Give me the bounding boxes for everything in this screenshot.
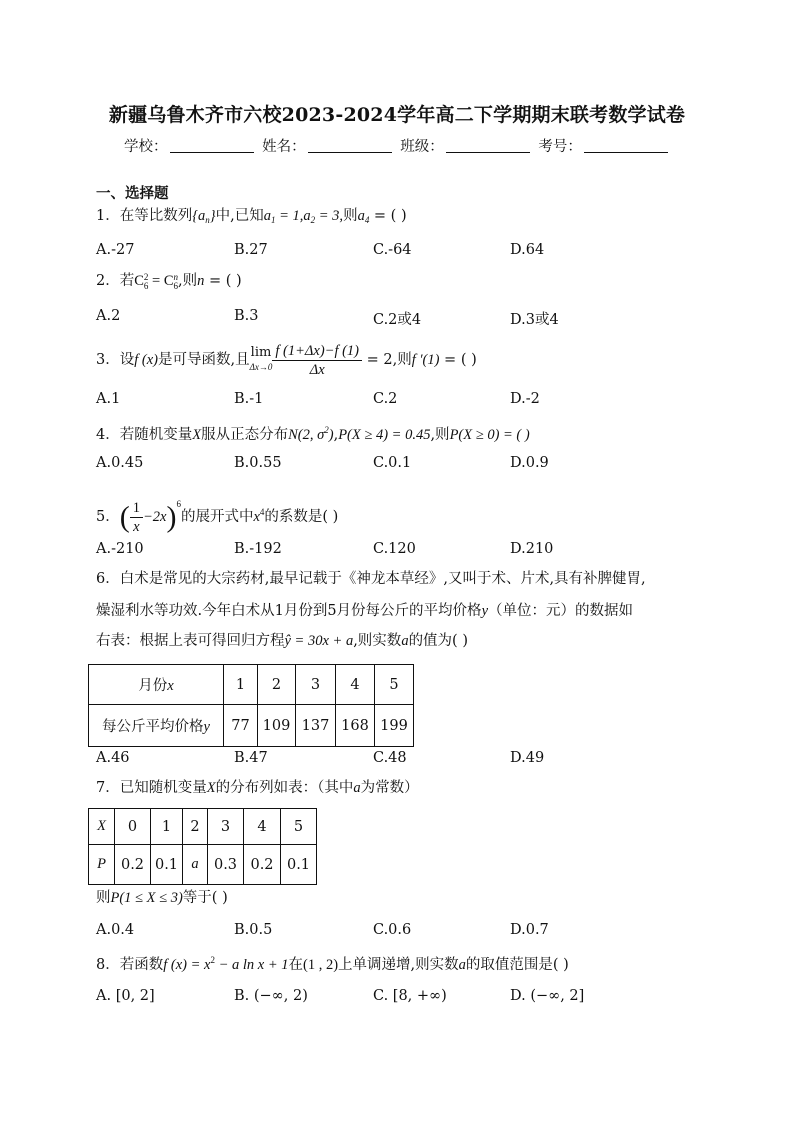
q6-number: 6．: [96, 571, 120, 587]
table-row: [89, 705, 414, 747]
q2-option-c[interactable]: C.2或4: [373, 312, 422, 328]
q4-number: 4．: [96, 427, 120, 443]
q6-cell: 2: [258, 665, 296, 705]
q7-cell: 4: [244, 809, 281, 845]
q2-end: = ( ): [204, 273, 242, 289]
q7-cell: 0.2: [115, 845, 151, 885]
q4-option-d[interactable]: D.0.9: [510, 455, 549, 471]
q4-option-b[interactable]: B.0.55: [234, 455, 282, 471]
q3-options: [96, 391, 656, 411]
exam-no-blank[interactable]: [584, 138, 668, 153]
q5-options: [96, 541, 656, 561]
q2-option-a[interactable]: A.2: [96, 308, 121, 324]
q6-cell: 109: [258, 705, 296, 747]
q8-option-a[interactable]: A. [0, 2]: [96, 988, 155, 1004]
q6-text-3b: ,则实数: [353, 633, 402, 649]
table-row: [89, 809, 317, 845]
school-blank[interactable]: [170, 138, 254, 153]
q8-interval: (1 , 2): [303, 957, 339, 973]
q2-options: [96, 308, 656, 328]
q7-option-b[interactable]: B.0.5: [234, 922, 273, 938]
q7-options: [96, 922, 656, 942]
question-7: [96, 778, 419, 798]
q4-option-c[interactable]: C.0.1: [373, 455, 412, 471]
q4-options: [96, 455, 656, 475]
q3-then: 则: [397, 352, 412, 368]
q5-expr: ( $\frac{1}{x}$ −2x)$^6$: [119, 499, 181, 536]
q7-option-d[interactable]: D.0.7: [510, 922, 549, 938]
q8-option-c[interactable]: C. [8, +∞): [373, 988, 447, 1004]
q8-text4: 的取值范围是( ): [465, 957, 569, 973]
page-title: 新疆乌鲁木齐市六校2023-2024学年高二下学期期末联考数学试卷: [108, 104, 686, 126]
q4-dist: N(2, $\sigma^2$): [288, 425, 334, 443]
q8-option-b[interactable]: B. (−∞, 2): [234, 988, 308, 1004]
question-5: [96, 482, 338, 540]
q4-option-a[interactable]: A.0.45: [96, 455, 144, 471]
q5-option-a[interactable]: A.-210: [96, 541, 144, 557]
q6-cell: 5: [375, 665, 414, 705]
table-row: [89, 665, 414, 705]
q1-seq: $\{a_n\}$: [192, 208, 216, 225]
q7-text2: 的分布列如表：（其中: [215, 780, 354, 796]
q3-option-b[interactable]: B.-1: [234, 391, 264, 407]
q4-text: 若随机变量: [119, 427, 193, 443]
q7-cell: a: [183, 845, 208, 885]
name-label: 姓名：: [262, 139, 306, 155]
q6-row1-label: 月份x: [89, 665, 224, 705]
q7-then: 则: [96, 890, 111, 906]
q1-a1: $a_1 = 1,a_2 = 3$,: [263, 208, 344, 225]
q3-fprime: f ′(1): [411, 352, 440, 368]
q7-cell: 5: [281, 809, 317, 845]
q6-cell: 77: [224, 705, 258, 747]
q2-text: 若: [119, 273, 135, 289]
q7-cell: 0: [115, 809, 151, 845]
q7-cell: 0.1: [151, 845, 183, 885]
q4-prob: P(X ≥ 4) = 0.45: [338, 427, 431, 443]
q3-text2: 是可导函数,且: [157, 352, 250, 368]
student-info-line: [124, 135, 672, 156]
q7-text3: 为常数）: [360, 780, 419, 796]
q6-cell: 4: [336, 665, 375, 705]
q2-text2: ,则: [178, 273, 198, 289]
q2-n: n: [197, 273, 205, 289]
exam-no-label: 考号：: [538, 139, 582, 155]
q2-option-b[interactable]: B.3: [234, 308, 259, 324]
q6-table: [88, 664, 414, 747]
q5-option-b[interactable]: B.-192: [234, 541, 282, 557]
q6-text-2a: 燥湿利水等功效.今年白术从1月份到5月份每公斤的平均价格: [96, 603, 482, 619]
q8-text2: 在: [288, 957, 303, 973]
q7-cell: 2: [183, 809, 208, 845]
question-1: [96, 206, 407, 230]
q7-cell: 0.3: [208, 845, 244, 885]
q7-cell: 0.1: [281, 845, 317, 885]
q7-cell: 1: [151, 809, 183, 845]
class-blank[interactable]: [446, 138, 530, 153]
q6-a: a: [401, 633, 409, 649]
class-label: 班级：: [400, 139, 444, 155]
q4-comma: ,: [333, 427, 339, 443]
q8-a: a: [458, 957, 466, 973]
q1-end: = ( ): [369, 208, 407, 224]
q2-option-d[interactable]: D.3或4: [510, 312, 559, 328]
q8-function: f $(x) = x^2 - a$ ln x + 1: [163, 955, 289, 973]
q3-lim: lim Δx→0: [249, 345, 273, 372]
q7-number: 7．: [96, 780, 120, 796]
question-7-ask: [96, 888, 228, 908]
q4-then: ,则: [430, 427, 450, 443]
q1-option-c[interactable]: C.-64: [373, 242, 412, 258]
section-heading: 一、选择题: [96, 185, 169, 202]
question-6-line-3: [96, 631, 468, 651]
q3-option-a[interactable]: A.1: [96, 391, 121, 407]
q7-row1-label: X: [89, 809, 115, 845]
q1-then: 则: [343, 208, 358, 224]
q3-number: 3．: [96, 352, 120, 368]
question-4: [96, 420, 530, 445]
q7-option-a[interactable]: A.0.4: [96, 922, 135, 938]
q6-text-1: 白术是常见的大宗药材,最早记载于《神龙本草经》,又叫于术、片术,具有补脾健胃,: [119, 571, 646, 587]
q6-cell: 199: [375, 705, 414, 747]
q3-option-d[interactable]: D.-2: [510, 391, 540, 407]
question-6-line-1: [96, 569, 646, 589]
q7-end: 等于( ): [182, 890, 228, 906]
q6-cell: 3: [296, 665, 336, 705]
q7-row2-label: P: [89, 845, 115, 885]
q8-text: 若函数: [119, 957, 164, 973]
q7-text: 已知随机变量: [119, 780, 207, 796]
q5-text2: 的系数是( ): [264, 509, 339, 525]
q4-text2: 服从正态分布: [201, 427, 289, 443]
school-label: 学校：: [124, 139, 168, 155]
q1-option-b[interactable]: B.27: [234, 242, 268, 258]
q4-x: X: [192, 427, 202, 443]
q3-eq: = 2,: [362, 352, 398, 368]
q1-text-mid: 中,已知: [215, 208, 264, 224]
q5-xterm: $x^4$: [253, 507, 265, 525]
q7-cell: 3: [208, 809, 244, 845]
q6-text-2b: （单位：元）的数据如: [488, 603, 633, 619]
q7-cell: 0.2: [244, 845, 281, 885]
table-row: [89, 845, 317, 885]
q7-expr: P(1 ≤ X ≤ 3): [110, 890, 183, 906]
q8-text3: 上单调递增,则实数: [338, 957, 459, 973]
q8-options: [96, 988, 656, 1008]
q3-f: f (x): [134, 352, 158, 368]
q1-a4: $a_4$: [357, 208, 370, 225]
q4-ask: P(X ≥ 0) = ( ): [449, 427, 530, 443]
q8-option-d[interactable]: D. (−∞, 2]: [510, 988, 585, 1004]
q6-option-a[interactable]: A.46: [96, 750, 130, 766]
q7-x: X: [206, 780, 216, 796]
q6-option-d[interactable]: D.49: [510, 750, 545, 766]
q3-end: = ( ): [439, 352, 477, 368]
question-3: [96, 340, 477, 380]
question-6-line-2: [96, 601, 633, 621]
q7-table: [88, 808, 317, 885]
q7-option-c[interactable]: C.0.6: [373, 922, 412, 938]
question-2: [96, 271, 242, 291]
name-blank[interactable]: [308, 138, 392, 153]
q6-y: y: [481, 603, 488, 619]
q5-option-c[interactable]: C.120: [373, 541, 416, 557]
q6-text-3c: 的值为( ): [408, 633, 468, 649]
q5-text: 的展开式中: [180, 509, 254, 525]
q6-option-c[interactable]: C.48: [373, 750, 407, 766]
q6-cell: 137: [296, 705, 336, 747]
q8-number: 8．: [96, 957, 120, 973]
question-8: [96, 950, 569, 975]
q5-option-d[interactable]: D.210: [510, 541, 554, 557]
q1-number: 1．: [96, 208, 120, 224]
q6-options: [96, 750, 656, 770]
q6-row2-label: 每公斤平均价格y: [89, 705, 224, 747]
q3-fraction: $\frac{f (1+\Delta x)-f (1)}{\Delta x}$: [272, 342, 362, 379]
q7-a: a: [353, 780, 361, 796]
q1-option-d[interactable]: D.64: [510, 242, 545, 258]
q3-text: 设: [119, 352, 135, 368]
q6-cell: 1: [224, 665, 258, 705]
q5-number: 5．: [96, 509, 120, 525]
q1-options: [96, 242, 656, 262]
q2-expr: C 2 6 = C n 6: [134, 271, 179, 291]
q6-text-3a: 右表：根据上表可得回归方程: [96, 633, 285, 649]
q6-option-b[interactable]: B.47: [234, 750, 268, 766]
q1-option-a[interactable]: A.-27: [96, 242, 135, 258]
q1-text: 在等比数列: [119, 208, 193, 224]
q3-option-c[interactable]: C.2: [373, 391, 398, 407]
q2-number: 2．: [96, 273, 120, 289]
q6-cell: 168: [336, 705, 375, 747]
q6-equation: ŷ = 30x + a: [284, 633, 354, 649]
